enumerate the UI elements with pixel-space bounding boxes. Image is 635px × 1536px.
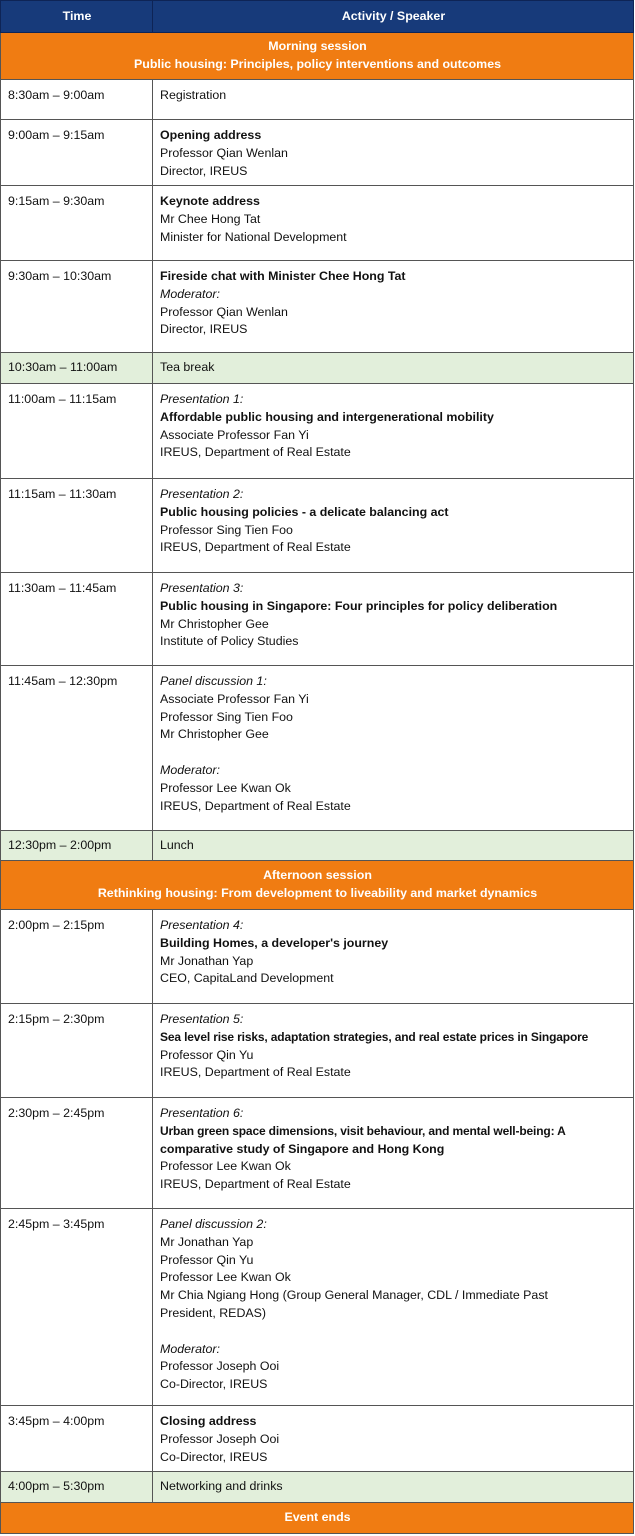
activity-title: Public housing policies - a delicate balancing act — [160, 504, 449, 519]
row-time: 10:30am – 11:00am — [1, 353, 153, 384]
row-activity — [153, 353, 634, 384]
table-row — [1, 573, 634, 666]
activity-title: Opening address — [160, 128, 262, 142]
row-activity — [153, 186, 634, 261]
table-row-break — [1, 831, 634, 861]
activity-title: Lunch — [160, 837, 194, 852]
presentation-label: Presentation 6: — [160, 1106, 244, 1120]
presentation-label: Presentation 5: — [160, 1012, 244, 1026]
row-time: 2:30pm – 2:45pm — [1, 1098, 153, 1209]
spacer — [160, 1323, 627, 1341]
row-time: 11:30am – 11:45am — [1, 573, 153, 666]
row-time: 11:45am – 12:30pm — [1, 666, 153, 831]
moderator-label: Moderator: — [160, 1341, 220, 1356]
row-activity — [153, 1472, 634, 1503]
presentation-label: Presentation 4: — [160, 918, 244, 932]
activity-title: Building Homes, a developer's journey — [160, 935, 389, 950]
table-row — [1, 186, 634, 261]
table-row — [1, 479, 634, 573]
row-activity — [153, 80, 634, 120]
activity-title: Sea level rise risks, adaptation strategies, and real estate prices in Singapore — [160, 1029, 589, 1044]
speaker-name: Professor Qin Yu — [160, 1252, 254, 1267]
speaker-affiliation: Minister for National Development — [160, 229, 347, 244]
speaker-name: Professor Qian Wenlan — [160, 145, 288, 160]
afternoon-session-subtitle: Rethinking housing: From development to liveability and market dynamics — [97, 886, 538, 900]
row-activity — [153, 831, 634, 861]
table-row — [1, 666, 634, 831]
speaker-affiliation: IREUS, Department of Real Estate — [160, 1065, 351, 1080]
row-activity — [153, 1004, 634, 1098]
speaker-name: Professor Sing Tien Foo — [160, 522, 293, 537]
speaker-affiliation: IREUS, Department of Real Estate — [160, 798, 351, 813]
activity-title: Registration — [160, 88, 227, 102]
activity-title: Public housing in Singapore: Four principles for policy deliberation — [160, 598, 558, 613]
afternoon-session-banner — [1, 861, 634, 910]
speaker-name: Professor Joseph Ooi — [160, 1359, 280, 1374]
speaker-name: Mr Jonathan Yap — [160, 1234, 254, 1249]
speaker-affiliation: IREUS, Department of Real Estate — [160, 1177, 351, 1192]
speaker-name: Professor Joseph Ooi — [160, 1431, 280, 1446]
row-activity — [153, 384, 634, 479]
table-row — [1, 1406, 634, 1472]
row-activity — [153, 479, 634, 573]
speaker-affiliation: Co-Director, IREUS — [160, 1377, 268, 1392]
speaker-name: Professor Lee Kwan Ok — [160, 1270, 291, 1285]
activity-title: Networking and drinks — [160, 1479, 283, 1494]
speaker-name: Professor Lee Kwan Ok — [160, 780, 291, 795]
row-activity — [153, 1098, 634, 1209]
moderator-label: Moderator: — [160, 762, 220, 777]
activity-title: Closing address — [160, 1414, 257, 1428]
speaker-affiliation: Director, IREUS — [160, 163, 248, 178]
speaker-name: Professor Sing Tien Foo — [160, 709, 293, 724]
table-row — [1, 910, 634, 1004]
presentation-label: Presentation 1: — [160, 392, 244, 406]
table-header-row — [1, 1, 634, 33]
activity-title: Keynote address — [160, 194, 260, 208]
presentation-label: Presentation 2: — [160, 487, 244, 501]
table-row — [1, 261, 634, 353]
row-time: 9:15am – 9:30am — [1, 186, 153, 261]
speaker-affiliation: IREUS, Department of Real Estate — [160, 540, 351, 555]
row-time: 11:15am – 11:30am — [1, 479, 153, 573]
table-row — [1, 80, 634, 120]
morning-session-title: Morning session — [268, 39, 367, 54]
event-ends-label: Event ends — [1, 1503, 634, 1534]
table-row-break — [1, 1472, 634, 1503]
row-activity — [153, 1209, 634, 1406]
table-row-break — [1, 353, 634, 384]
row-activity — [153, 261, 634, 353]
row-time: 4:00pm – 5:30pm — [1, 1472, 153, 1503]
row-activity — [153, 573, 634, 666]
speaker-name: Associate Professor Fan Yi — [160, 427, 309, 442]
afternoon-session-title: Afternoon session — [263, 868, 372, 883]
speaker-name: Mr Chee Hong Tat — [160, 211, 261, 226]
activity-title: Affordable public housing and intergenerational mobility — [160, 409, 494, 424]
panel-label: Panel discussion 1: — [160, 674, 267, 688]
activity-column-header: Activity / Speaker — [153, 1, 634, 33]
speaker-name: Professor Qian Wenlan — [160, 304, 288, 319]
table-row — [1, 1098, 634, 1209]
activity-title-line: comparative study of Singapore and Hong Kong — [160, 1141, 445, 1156]
table-row — [1, 1209, 634, 1406]
table-row — [1, 384, 634, 479]
table-row — [1, 120, 634, 186]
row-time: 3:45pm – 4:00pm — [1, 1406, 153, 1472]
row-activity — [153, 1406, 634, 1472]
speaker-name: Professor Lee Kwan Ok — [160, 1159, 291, 1174]
table-row — [1, 1004, 634, 1098]
activity-title: Tea break — [160, 360, 215, 375]
speaker-name: Professor Qin Yu — [160, 1047, 254, 1062]
row-activity — [153, 120, 634, 186]
speaker-name: President, REDAS) — [160, 1305, 267, 1320]
activity-title-line: Urban green space dimensions, visit behaviour, and mental well-being: A — [160, 1123, 566, 1138]
speaker-affiliation: Co-Director, IREUS — [160, 1449, 268, 1464]
morning-session-subtitle: Public housing: Principles, policy interventions and outcomes — [134, 57, 501, 71]
row-activity — [153, 666, 634, 831]
speaker-affiliation: CEO, CapitaLand Development — [160, 971, 334, 986]
speaker-name: Mr Chia Ngiang Hong (Group General Manager, CDL / Immediate Past — [160, 1288, 548, 1303]
spacer — [160, 744, 627, 762]
morning-session-banner — [1, 33, 634, 80]
row-time: 9:30am – 10:30am — [1, 261, 153, 353]
speaker-affiliation: IREUS, Department of Real Estate — [160, 445, 351, 460]
time-column-header: Time — [1, 1, 153, 33]
panel-label: Panel discussion 2: — [160, 1217, 267, 1231]
row-time: 2:00pm – 2:15pm — [1, 910, 153, 1004]
event-ends-banner — [1, 1503, 634, 1534]
row-time: 8:30am – 9:00am — [1, 80, 153, 120]
speaker-affiliation: Director, IREUS — [160, 322, 248, 337]
row-time: 2:45pm – 3:45pm — [1, 1209, 153, 1406]
row-time: 11:00am – 11:15am — [1, 384, 153, 479]
row-time: 9:00am – 9:15am — [1, 120, 153, 186]
row-time: 12:30pm – 2:00pm — [1, 831, 153, 861]
speaker-affiliation: Institute of Policy Studies — [160, 634, 299, 649]
activity-title: Fireside chat with Minister Chee Hong Tat — [160, 269, 406, 283]
presentation-label: Presentation 3: — [160, 581, 244, 595]
speaker-name: Associate Professor Fan Yi — [160, 691, 309, 706]
speaker-name: Mr Jonathan Yap — [160, 953, 254, 968]
row-activity — [153, 910, 634, 1004]
moderator-label: Moderator: — [160, 286, 220, 301]
speaker-name: Mr Christopher Gee — [160, 616, 269, 631]
speaker-name: Mr Christopher Gee — [160, 727, 269, 742]
row-time: 2:15pm – 2:30pm — [1, 1004, 153, 1098]
